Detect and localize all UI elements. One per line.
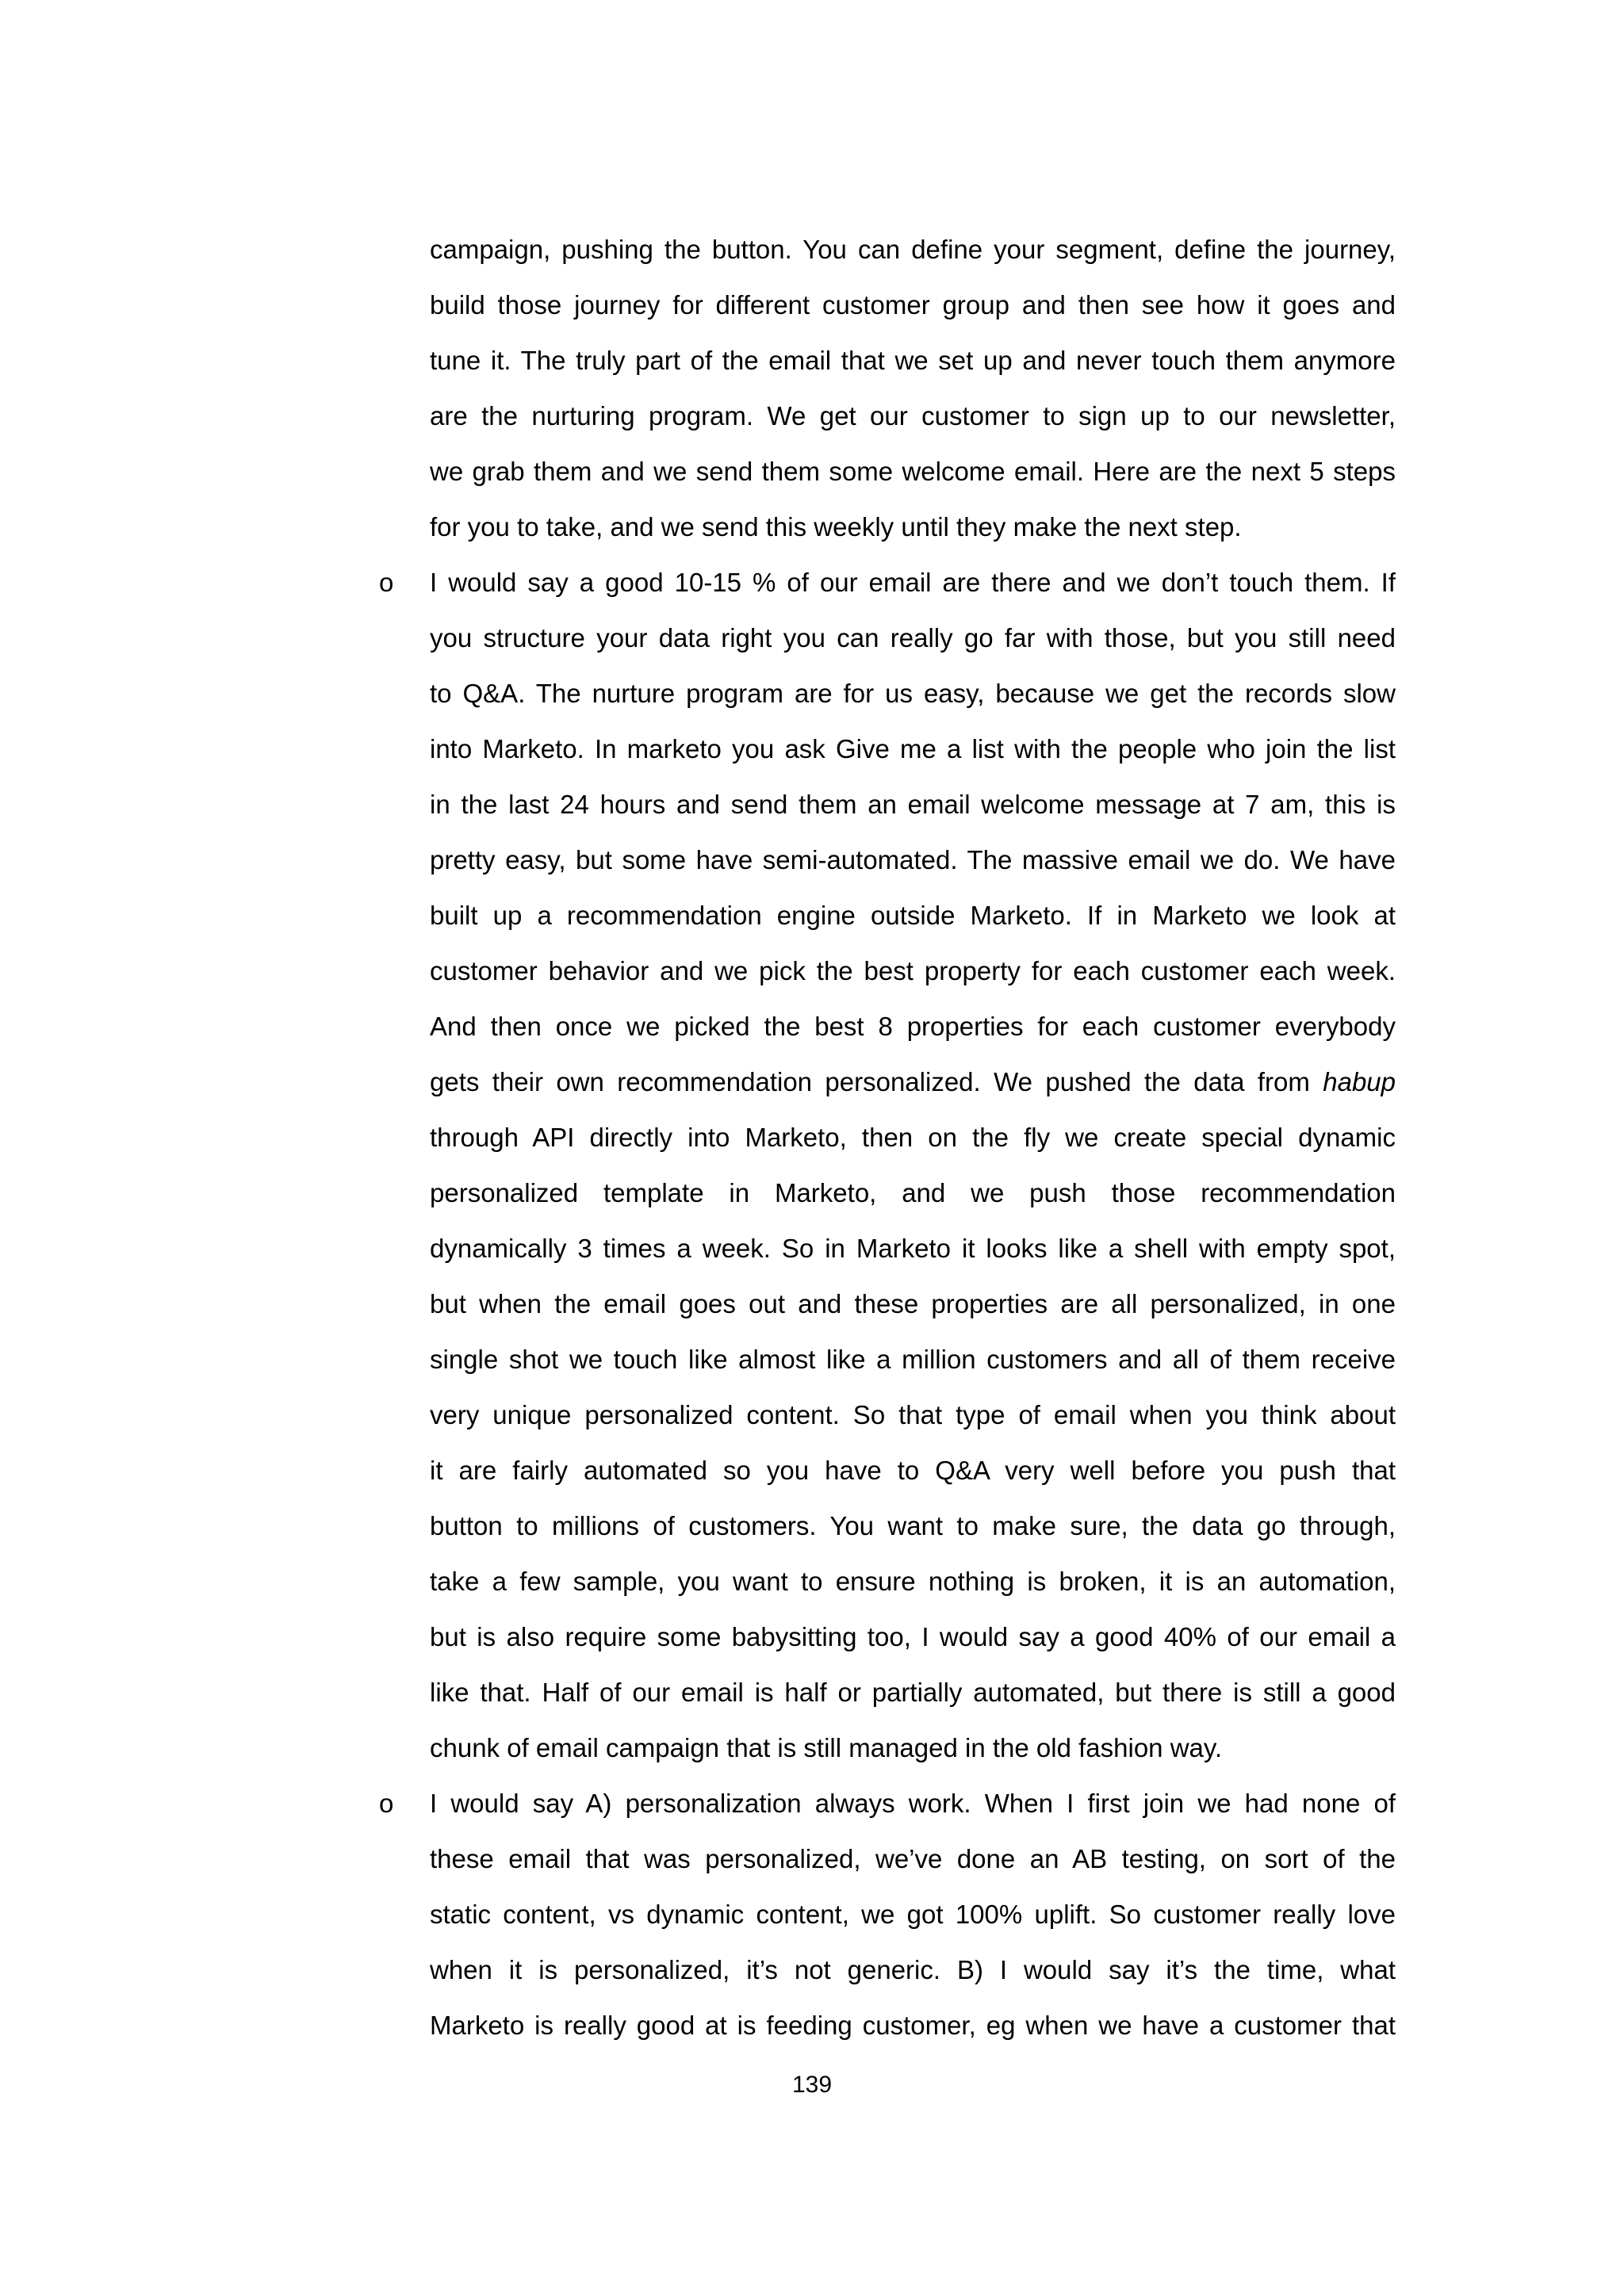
text-line: we grab them and we send them some welcome email. Here are the next 5 steps	[430, 457, 1396, 486]
text-line: dynamically 3 times a week. So in Marketo it looks like a shell with empty spot,	[430, 1234, 1396, 1263]
text-line: you structure your data right you can really go far with those, but you still need	[430, 623, 1396, 652]
bullet-marker: o	[379, 1789, 394, 1818]
text-line: I would say A) personalization always work. When I first join we had none of	[430, 1789, 1396, 1818]
page-number: 139	[791, 2072, 833, 2098]
text-line: single shot we touch like almost like a million customers and all of them receive	[430, 1345, 1396, 1374]
text-line: like that. Half of our email is half or partially automated, but there is still a good	[430, 1678, 1396, 1707]
text-line: but is also require some babysitting too, I would say a good 40% of our email a	[430, 1622, 1396, 1651]
text-line: through API directly into Marketo, then on the fly we create special dynamic	[430, 1123, 1396, 1152]
text-line: And then once we picked the best 8 properties for each customer everybody	[430, 1012, 1396, 1041]
text-line-with-italic	[430, 1062, 1396, 1102]
text-line: built up a recommendation engine outside Marketo. If in Marketo we look at	[430, 901, 1396, 930]
text-line: personalized template in Marketo, and we push those recommendation	[430, 1178, 1396, 1207]
text-line: chunk of email campaign that is still managed in the old fashion way.	[430, 1733, 1223, 1762]
text-line: campaign, pushing the button. You can define your segment, define the journey,	[430, 235, 1396, 264]
text-line: static content, vs dynamic content, we got 100% uplift. So customer really love	[430, 1900, 1396, 1929]
text-line: take a few sample, you want to ensure nothing is broken, it is an automation,	[430, 1567, 1396, 1596]
text-line: very unique personalized content. So that type of email when you think about	[430, 1400, 1396, 1429]
text-line: button to millions of customers. You want to make sure, the data go through,	[430, 1511, 1396, 1540]
text-line: in the last 24 hours and send them an email welcome message at 7 am, this is	[430, 790, 1396, 819]
text-segment: gets their own recommendation personalized. We pushed the data from	[430, 1067, 1323, 1096]
text-line: but when the email goes out and these properties are all personalized, in one	[430, 1289, 1396, 1318]
text-line: when it is personalized, it’s not generic. B) I would say it’s the time, what	[430, 1955, 1396, 1984]
text-line: for you to take, and we send this weekly until they make the next step.	[430, 512, 1242, 541]
text-line: into Marketo. In marketo you ask Give me a list with the people who join the list	[430, 734, 1396, 763]
text-line: I would say a good 10-15 % of our email are there and we don’t touch them. If	[430, 568, 1396, 597]
text-line: to Q&A. The nurture program are for us easy, because we get the records slow	[430, 679, 1396, 708]
text-line: Marketo is really good at is feeding customer, eg when we have a customer that	[430, 2011, 1396, 2040]
text-line: build those journey for different customer group and then see how it goes and	[430, 290, 1396, 320]
bullet-marker: o	[379, 568, 394, 597]
text-line: these email that was personalized, we’ve done an AB testing, on sort of the	[430, 1844, 1396, 1873]
text-line: customer behavior and we pick the best property for each customer each week.	[430, 956, 1396, 985]
text-line: are the nurturing program. We get our customer to sign up to our newsletter,	[430, 401, 1396, 430]
text-line: tune it. The truly part of the email that we set up and never touch them anymore	[430, 346, 1396, 375]
text-line: it are fairly automated so you have to Q&A very well before you push that	[430, 1456, 1396, 1485]
italic-word: habup	[1323, 1067, 1396, 1096]
text-line: pretty easy, but some have semi-automated. The massive email we do. We have	[430, 845, 1396, 874]
